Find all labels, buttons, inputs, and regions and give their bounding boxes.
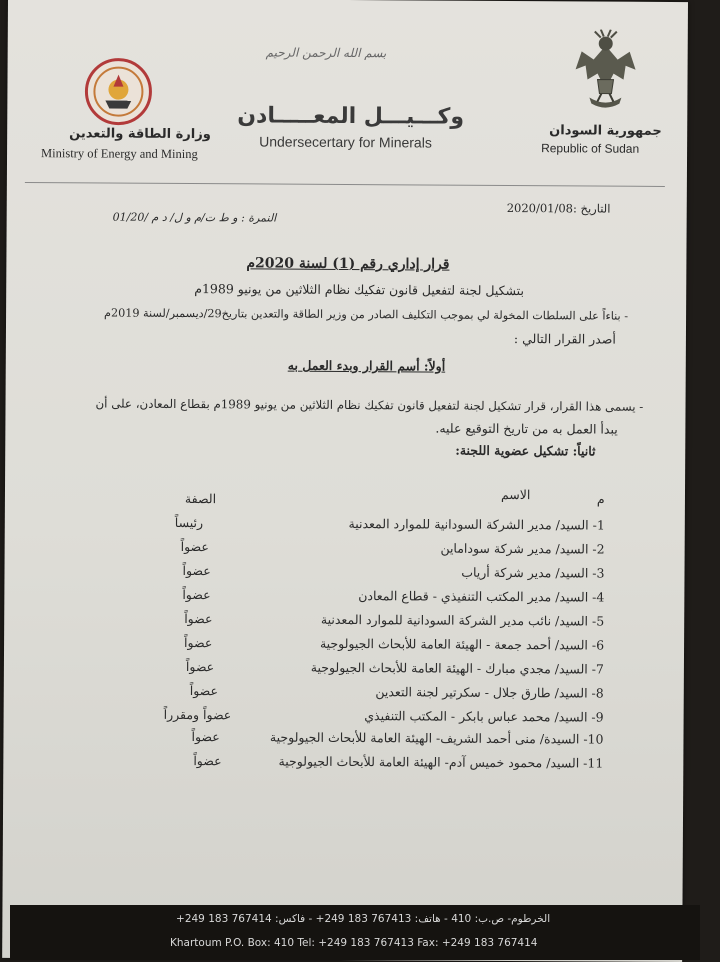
header-divider (25, 182, 665, 187)
document-page (2, 0, 688, 962)
decision-subtitle: بتشكيل لجنة لتفعيل قانون تفكيك نظام الثلاثين من يونيو 1989م (194, 281, 524, 299)
section-1-body-1: - يسمى هذا القرار، قرار تشكيل لجنة لتفعيل قانون تفكيك نظام الثلاثين من يونيو 1989م بقطاع المعادن، على أن (95, 396, 644, 414)
member-role: عضواً ومقرراً (163, 706, 232, 723)
table-row (193, 753, 603, 778)
member-role: عضواً (182, 586, 211, 603)
column-role-header: الصفة (184, 491, 217, 507)
table-row (181, 539, 605, 564)
column-name-header: الاسم (500, 486, 531, 503)
member-name: 4- السيد/ مدير المكتب التنفيذي - قطاع المعادن (358, 588, 605, 605)
sudan-emblem-icon (567, 29, 644, 115)
table-row (186, 659, 604, 684)
document-date: التاريخ :2020/01/08 (506, 200, 611, 216)
member-name: 9- السيد/ محمد عباس بابكر - المكتب التنفيذي (364, 708, 604, 725)
section-2-heading: ثانياً: تشكيل عضوية اللجنة: (455, 442, 596, 459)
member-role: عضواً (193, 753, 222, 769)
decision-title: قرار إداري رقم (1) لسنة 2020م (246, 255, 450, 273)
republic-ar: جمهورية السودان (549, 123, 662, 139)
member-name: 10- السيدة/ منى أحمد الشريف- الهيئة العامة للأبحاث الجيولوجية (269, 729, 604, 747)
footer-contact-en: Khartoum P.O. Box: 410 Tel: +249 183 767413 Fax: +249 183 767414 (170, 937, 538, 949)
table-row (164, 707, 604, 732)
table-row (190, 683, 604, 708)
member-name: 6- السيد/ أحمد جمعة - الهيئة العامة للأبحاث الجيولوجية (319, 635, 605, 653)
table-row (175, 515, 605, 540)
member-name: 1- السيد/ مدير الشركة السودانية للموارد المعدنية (348, 516, 605, 533)
section-1-heading: أولاً: أسم القرار وبدء العمل به (287, 357, 446, 374)
member-role: عضواً (185, 659, 215, 675)
member-name: 5- السيد/ نائب مدير الشركة السودانية للموارد المعدنية (320, 611, 605, 629)
table-row (191, 729, 603, 754)
member-name: 8- السيد/ طارق جلال - سكرتير لجنة التعدين (375, 684, 604, 701)
member-role: رئيساً (174, 514, 204, 531)
document-reference: النمرة : و ط ت/م و ل/ د م /01/20 (112, 210, 277, 225)
member-role: عضواً (191, 729, 220, 745)
table-row (184, 635, 604, 660)
member-name: 2- السيد/ مدير شركة سوداماين (440, 540, 605, 557)
table-row (182, 563, 604, 588)
preamble-line-1: - بناءاً على السلطات المخولة لي بموجب التكليف الصادر من وزير الطاقة والتعدين بتاريخ29/ديسمبر/لسنة 2019م (104, 306, 629, 323)
ministry-logo-icon (83, 56, 153, 126)
member-name: 7- السيد/ مجدي مبارك - الهيئة العامة للأبحاث الجيولوجية (310, 659, 604, 677)
republic-en: Republic of Sudan (541, 141, 640, 156)
footer-band (10, 905, 700, 960)
member-role: عضواً (180, 538, 209, 555)
office-title-en: Undersecertary for Minerals (259, 133, 432, 151)
section-1-body-2: يبدأ العمل به من تاريخ التوقيع عليه. (435, 420, 618, 437)
office-title-ar: وكـــيـــل المعـــــادن (237, 103, 465, 130)
ministry-en: Ministry of Energy and Mining (41, 146, 198, 162)
preamble-line-2: أصدر القرار التالي : (513, 331, 616, 347)
member-role: عضواً (182, 562, 211, 579)
member-name: 3- السيد/ مدير شركة أرياب (461, 564, 605, 581)
table-row (182, 587, 604, 612)
member-role: عضواً (184, 635, 213, 651)
column-number-header: م (596, 491, 605, 507)
member-role: عضواً (189, 683, 219, 699)
ministry-ar: وزارة الطاقة والتعدين (69, 126, 211, 143)
footer-contact-ar: الخرطوم- ص.ب: 410 - هاتف: 767413 183 249+ - فاكس: 767414 183 249+ (176, 913, 551, 925)
member-role: عضواً (184, 611, 213, 627)
basmala: بسم الله الرحمن الرحيم (265, 45, 387, 61)
table-row (184, 611, 604, 636)
member-name: 11- السيد/ محمود خميس آدم- الهيئة العامة للأبحاث الجيولوجية (278, 753, 604, 771)
